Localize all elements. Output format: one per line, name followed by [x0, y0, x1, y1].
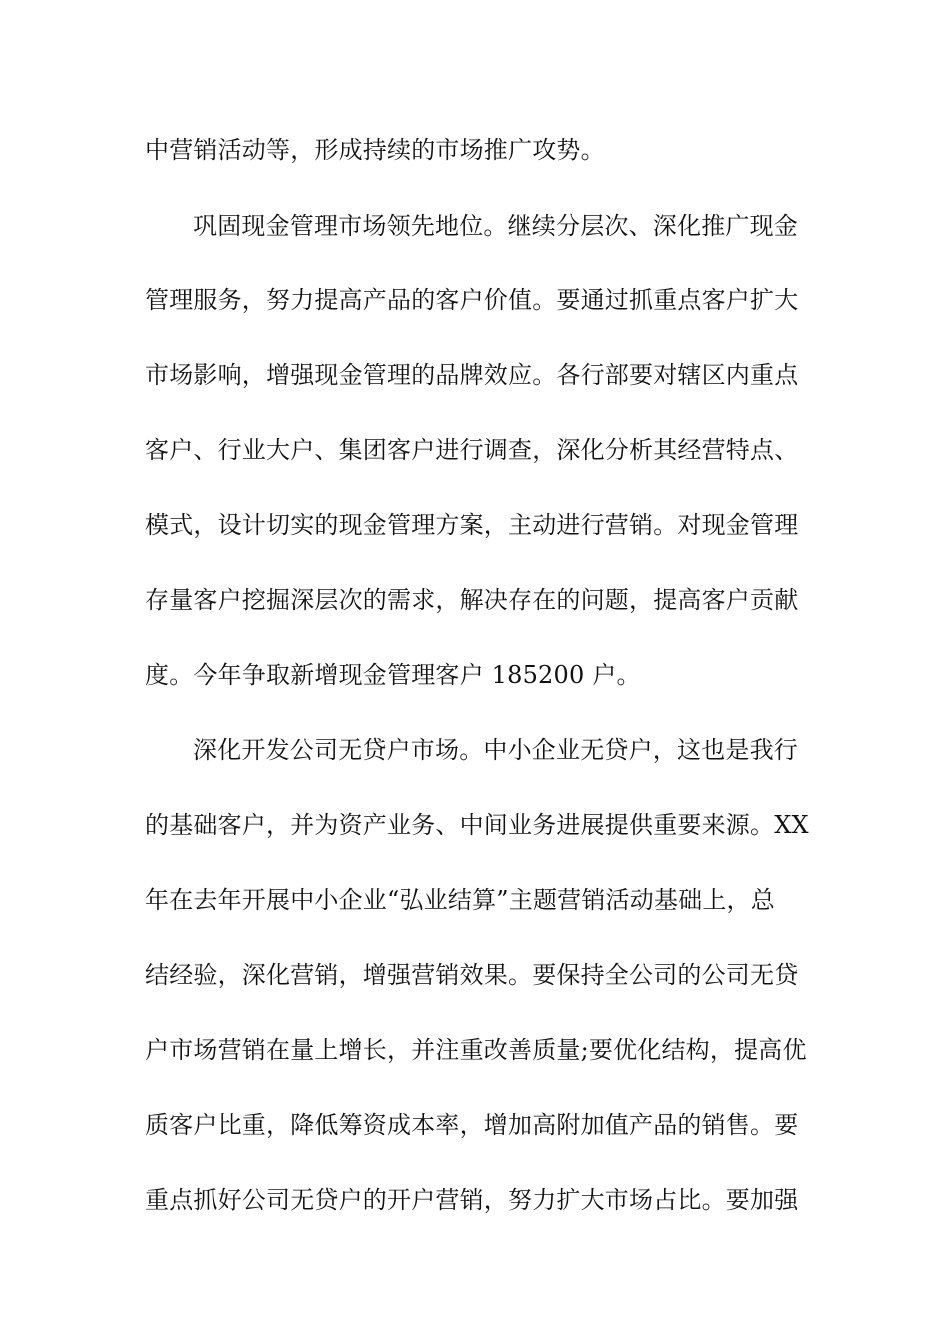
text-line: 结经验，深化营销，增强营销效果。要保持全公司的公司无贷 — [145, 961, 799, 989]
text-line: 模式，设计切实的现金管理方案，主动进行营销。对现金管理 — [145, 511, 799, 539]
text-line: 市场影响，增强现金管理的品牌效应。各行部要对辖区内重点 — [145, 361, 799, 389]
text-line: 存量客户挖掘深层次的需求，解决存在的问题，提高客户贡献 — [145, 586, 799, 614]
paragraph-first-line: 深化开发公司无贷户市场。中小企业无贷户，这也是我行 — [193, 736, 798, 764]
text-line: 年在去年开展中小企业“弘业结算”主题营销活动基础上，总 — [145, 886, 775, 914]
text-line: 管理服务，努力提高产品的客户价值。要通过抓重点客户扩大 — [145, 286, 799, 314]
text-line: 客户、行业大户、集团客户进行调查，深化分析其经营特点、 — [145, 436, 799, 464]
paragraph-first-line: 巩固现金管理市场领先地位。继续分层次、深化推广现金 — [193, 212, 798, 240]
text-line: 重点抓好公司无贷户的开户营销，努力扩大市场占比。要加强 — [145, 1186, 799, 1214]
text-line: 的基础客户，并为资产业务、中间业务进展提供重要来源。XX — [145, 811, 809, 839]
text-line: 户市场营销在量上增长，并注重改善质量;要优化结构，提高优 — [145, 1036, 807, 1064]
text-line: 中营销活动等，形成持续的市场推广攻势。 — [145, 136, 605, 164]
text-line: 度。今年争取新增现金管理客户 185200 户。 — [145, 661, 641, 689]
text-line: 质客户比重，降低筹资成本率，增加高附加值产品的销售。要 — [145, 1111, 799, 1139]
